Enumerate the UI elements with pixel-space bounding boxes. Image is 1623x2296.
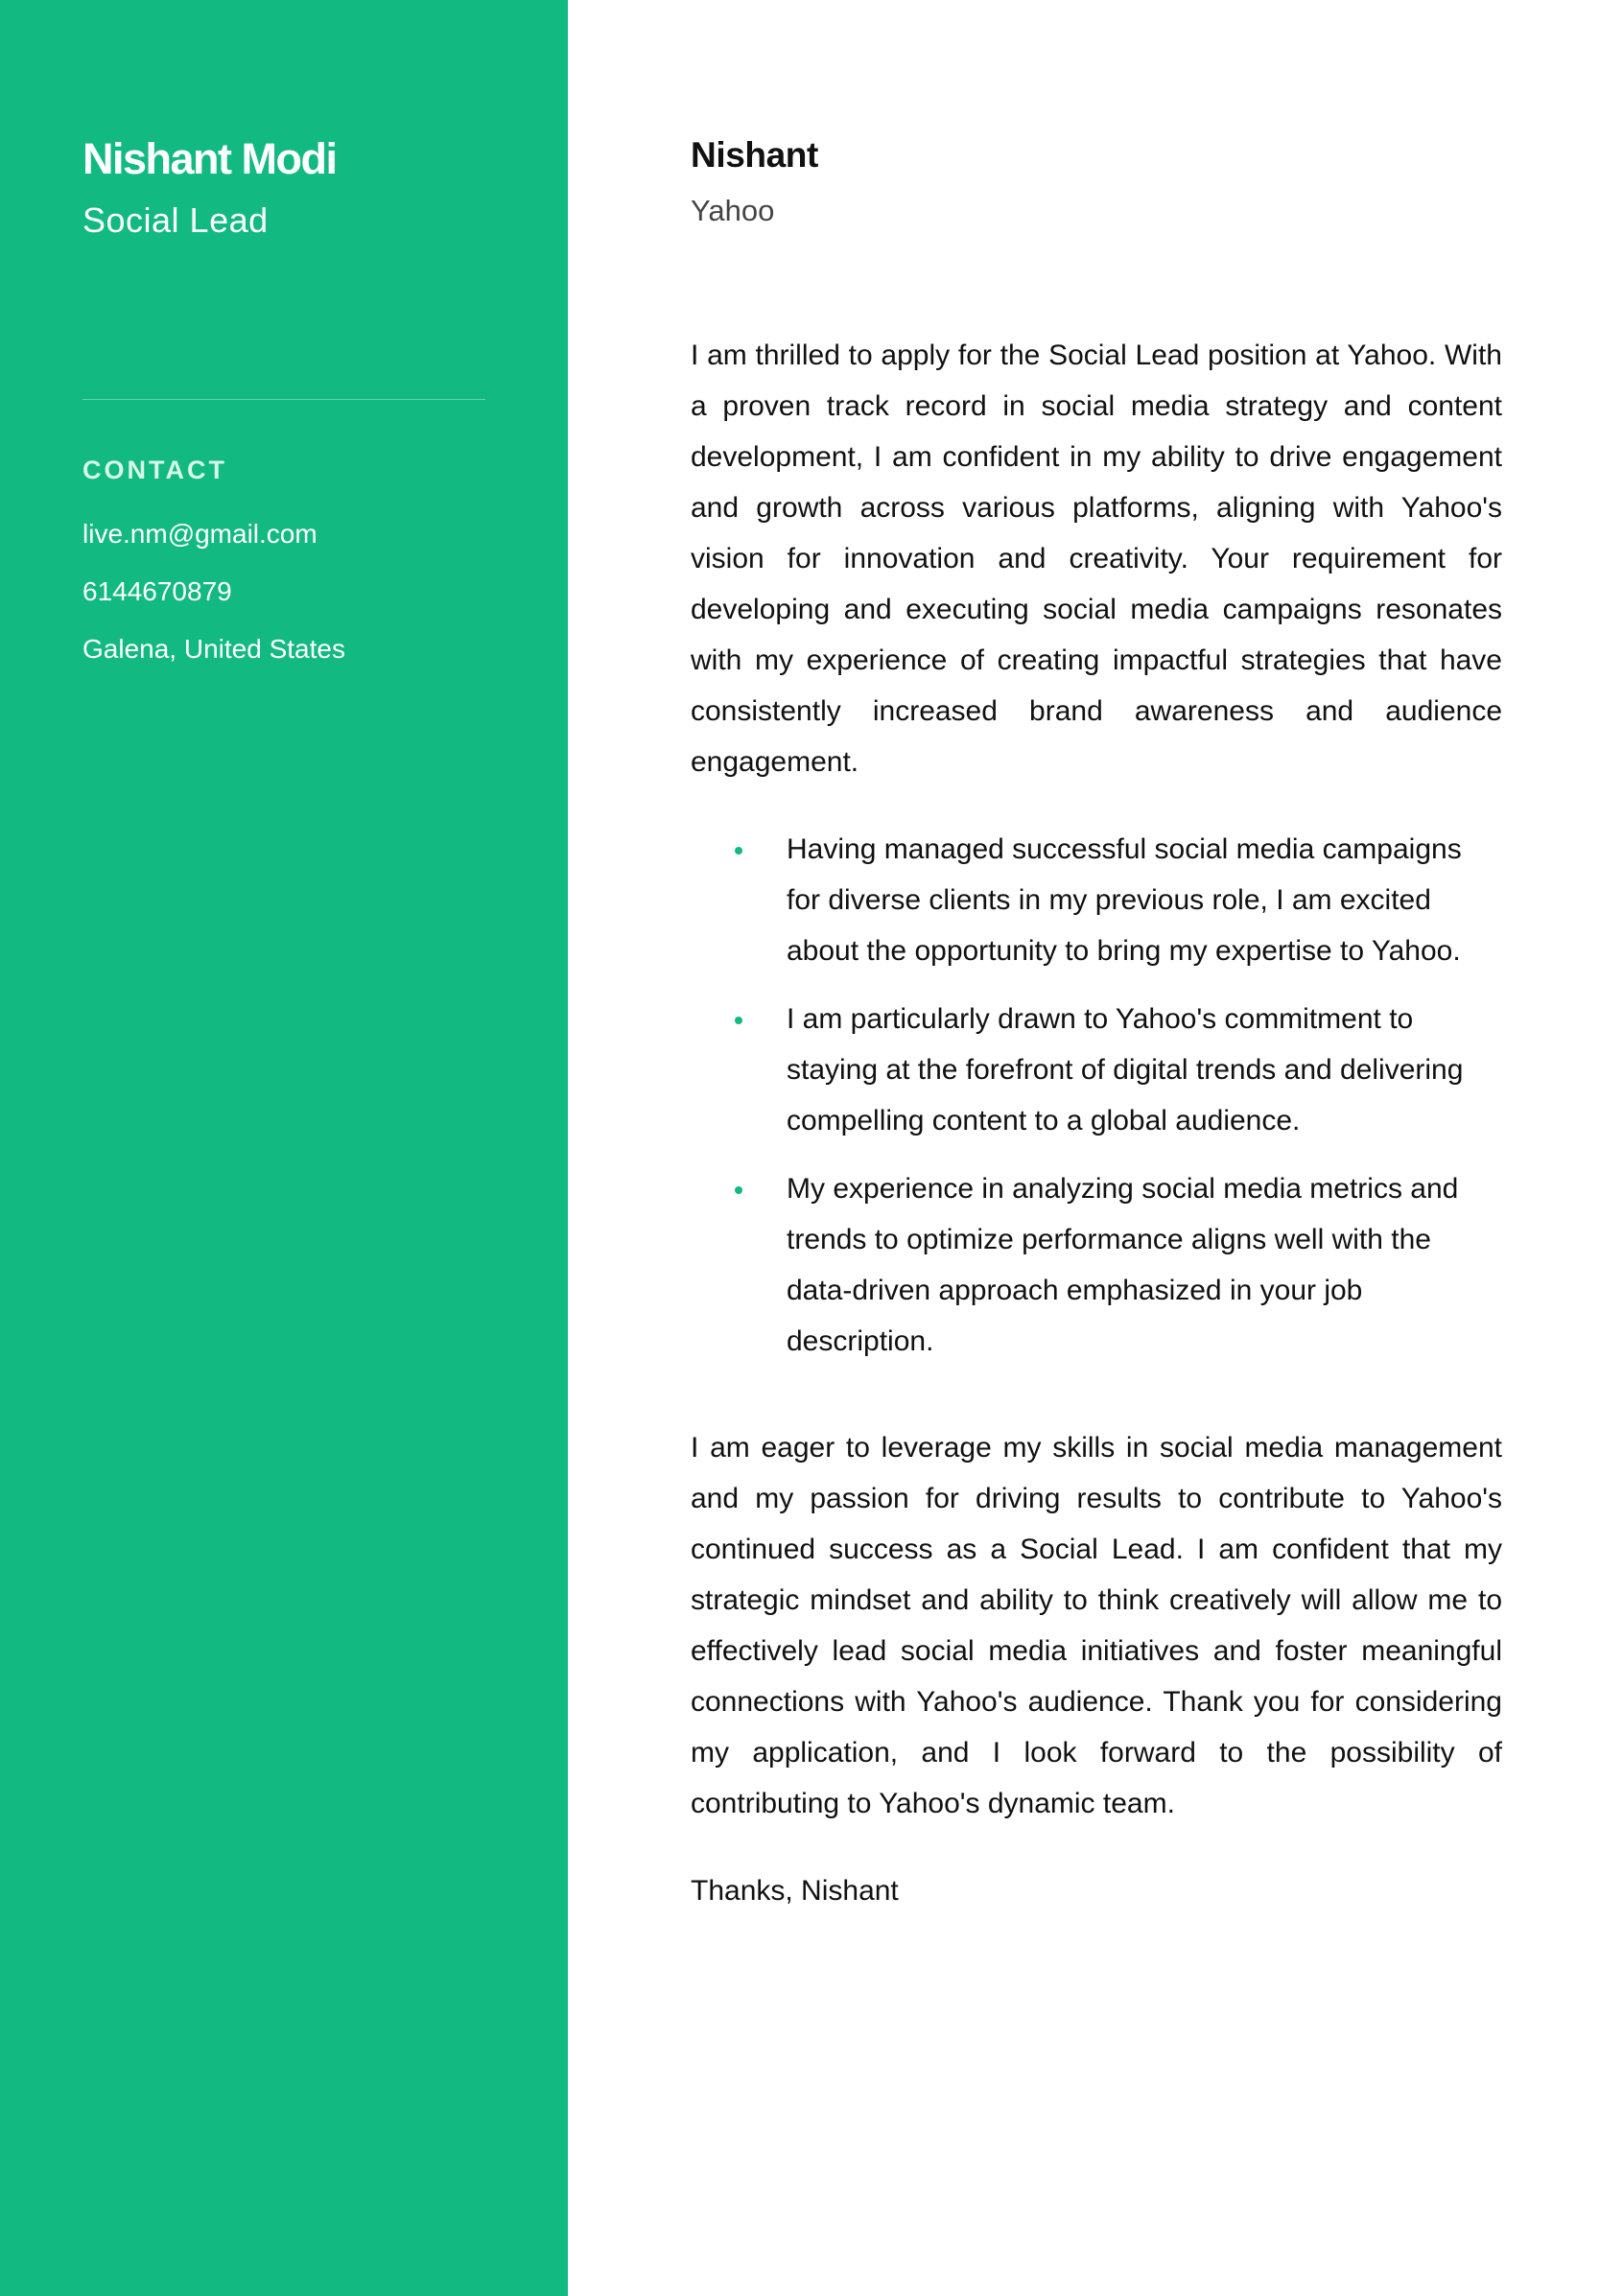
recipient-name: Nishant xyxy=(691,135,818,175)
bullet-icon xyxy=(691,994,787,1024)
list-item xyxy=(691,1163,1502,1367)
bullet-icon xyxy=(691,824,787,855)
contact-location: Galena, United States xyxy=(82,634,345,664)
signoff: Thanks, Nishant xyxy=(691,1875,899,1907)
list-item-text: Having managed successful social media campaigns for diverse clients in my previous role, I am excited about the opportunity to bring my expertise to Yahoo. xyxy=(787,833,1462,967)
closing-paragraph: I am eager to leverage my skills in social media management and my passion for driving results to contribute to Yahoo's continued success as a Social Lead. I am confident that my strategic mindset and ability to think creatively will allow me to effectively lead social media initiatives and foster meaningful connections with Yahoo's audience. Thank you for considering my application, and I look forward to the possibility of contributing to Yahoo's dynamic team. xyxy=(691,1432,1502,1819)
list-item-text: My experience in analyzing social media metrics and trends to optimize performance aligns well with the data-driven approach emphasized in your job description. xyxy=(787,1173,1459,1357)
bullet-icon xyxy=(691,1163,787,1194)
candidate-title: Social Lead xyxy=(82,200,269,240)
contact-list xyxy=(82,518,485,666)
candidate-name: Nishant Modi xyxy=(82,134,337,183)
contact-email: live.nm@gmail.com xyxy=(82,519,318,549)
contact-phone: 6144670879 xyxy=(82,576,232,606)
list-item xyxy=(691,824,1502,976)
letter-content xyxy=(568,0,1623,2296)
contact-heading: CONTACT xyxy=(82,456,227,484)
list-item-text: I am particularly drawn to Yahoo's commitment to staying at the forefront of digital trends and delivering compelling content to a global audience. xyxy=(787,1003,1464,1136)
letter-body xyxy=(691,330,1502,1916)
sidebar-divider xyxy=(82,399,485,400)
recipient-company: Yahoo xyxy=(691,194,775,227)
intro-paragraph: I am thrilled to apply for the Social Lead position at Yahoo. With a proven track record in social media strategy and content development, I am confident in my ability to drive engagement and growth across various platforms, aligning with Yahoo's vision for innovation and creativity. Your requirement for developing and executing social media campaigns resonates with my experience of creating impactful strategies that have consistently increased brand awareness and audience engagement. xyxy=(691,340,1502,778)
list-item xyxy=(691,994,1502,1146)
highlights-list xyxy=(691,824,1502,1367)
sidebar xyxy=(0,0,568,2296)
